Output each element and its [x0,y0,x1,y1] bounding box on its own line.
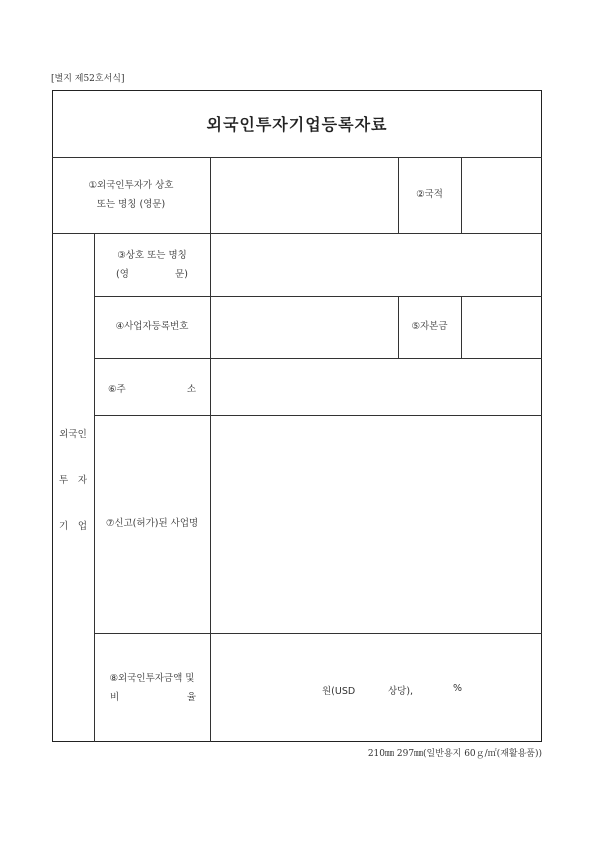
divider [94,233,95,742]
nationality-label: ②국적 [416,189,443,200]
divider [210,157,211,742]
investment-amount-line1: ⑧외국인투자금액 및 [109,673,195,684]
side-label-line1: 외국인 [59,429,87,440]
investor-name-line1: ①외국인투자가 상호 [88,180,174,191]
divider [52,157,542,158]
divider [94,296,542,297]
business-name-label: ⑦신고(허가)된 사업명 [105,518,199,529]
paper-spec-footer: 210㎜ 297㎜(일반용지 60ｇ/㎡(재활용품)) [367,749,542,759]
form-number: [별지 제52호서식] [51,74,125,84]
amount-equiv: 상당), [388,686,414,697]
investment-amount-line2-left: 비 [110,692,120,703]
address-label-right: 소 [186,384,196,395]
divider [461,296,462,358]
divider [461,157,462,233]
amount-pct: % [453,683,463,694]
side-label-char: 업 [77,521,87,532]
capital-label: ⑤자본금 [411,321,448,332]
investment-amount-label [94,669,210,707]
business-reg-no-label: ④사업자등록번호 [115,321,189,332]
foreign-invested-company-label [52,426,94,536]
amount-won: 원(USD [322,686,356,697]
divider [94,415,542,416]
company-name-label [94,246,210,284]
company-name-line1: ③상호 또는 명칭 [117,250,187,261]
address-label [108,381,196,395]
divider [94,633,542,634]
side-label-char: 투 [59,475,69,486]
investor-name-label [52,176,210,214]
side-label-char: 기 [59,521,69,532]
investment-amount-value [322,683,472,697]
page-title: 외국인투자기업등록자료 [206,115,388,134]
divider [94,358,542,359]
address-label-left: ⑥주 [108,384,126,395]
divider [52,233,542,234]
investment-amount-line2-right: 율 [186,692,196,703]
investor-name-line2: 또는 명칭 (영문) [96,199,166,210]
side-label-char: 자 [77,475,87,486]
company-name-line2-right: 문) [175,269,188,280]
company-name-line2-left: (영 [116,269,129,280]
